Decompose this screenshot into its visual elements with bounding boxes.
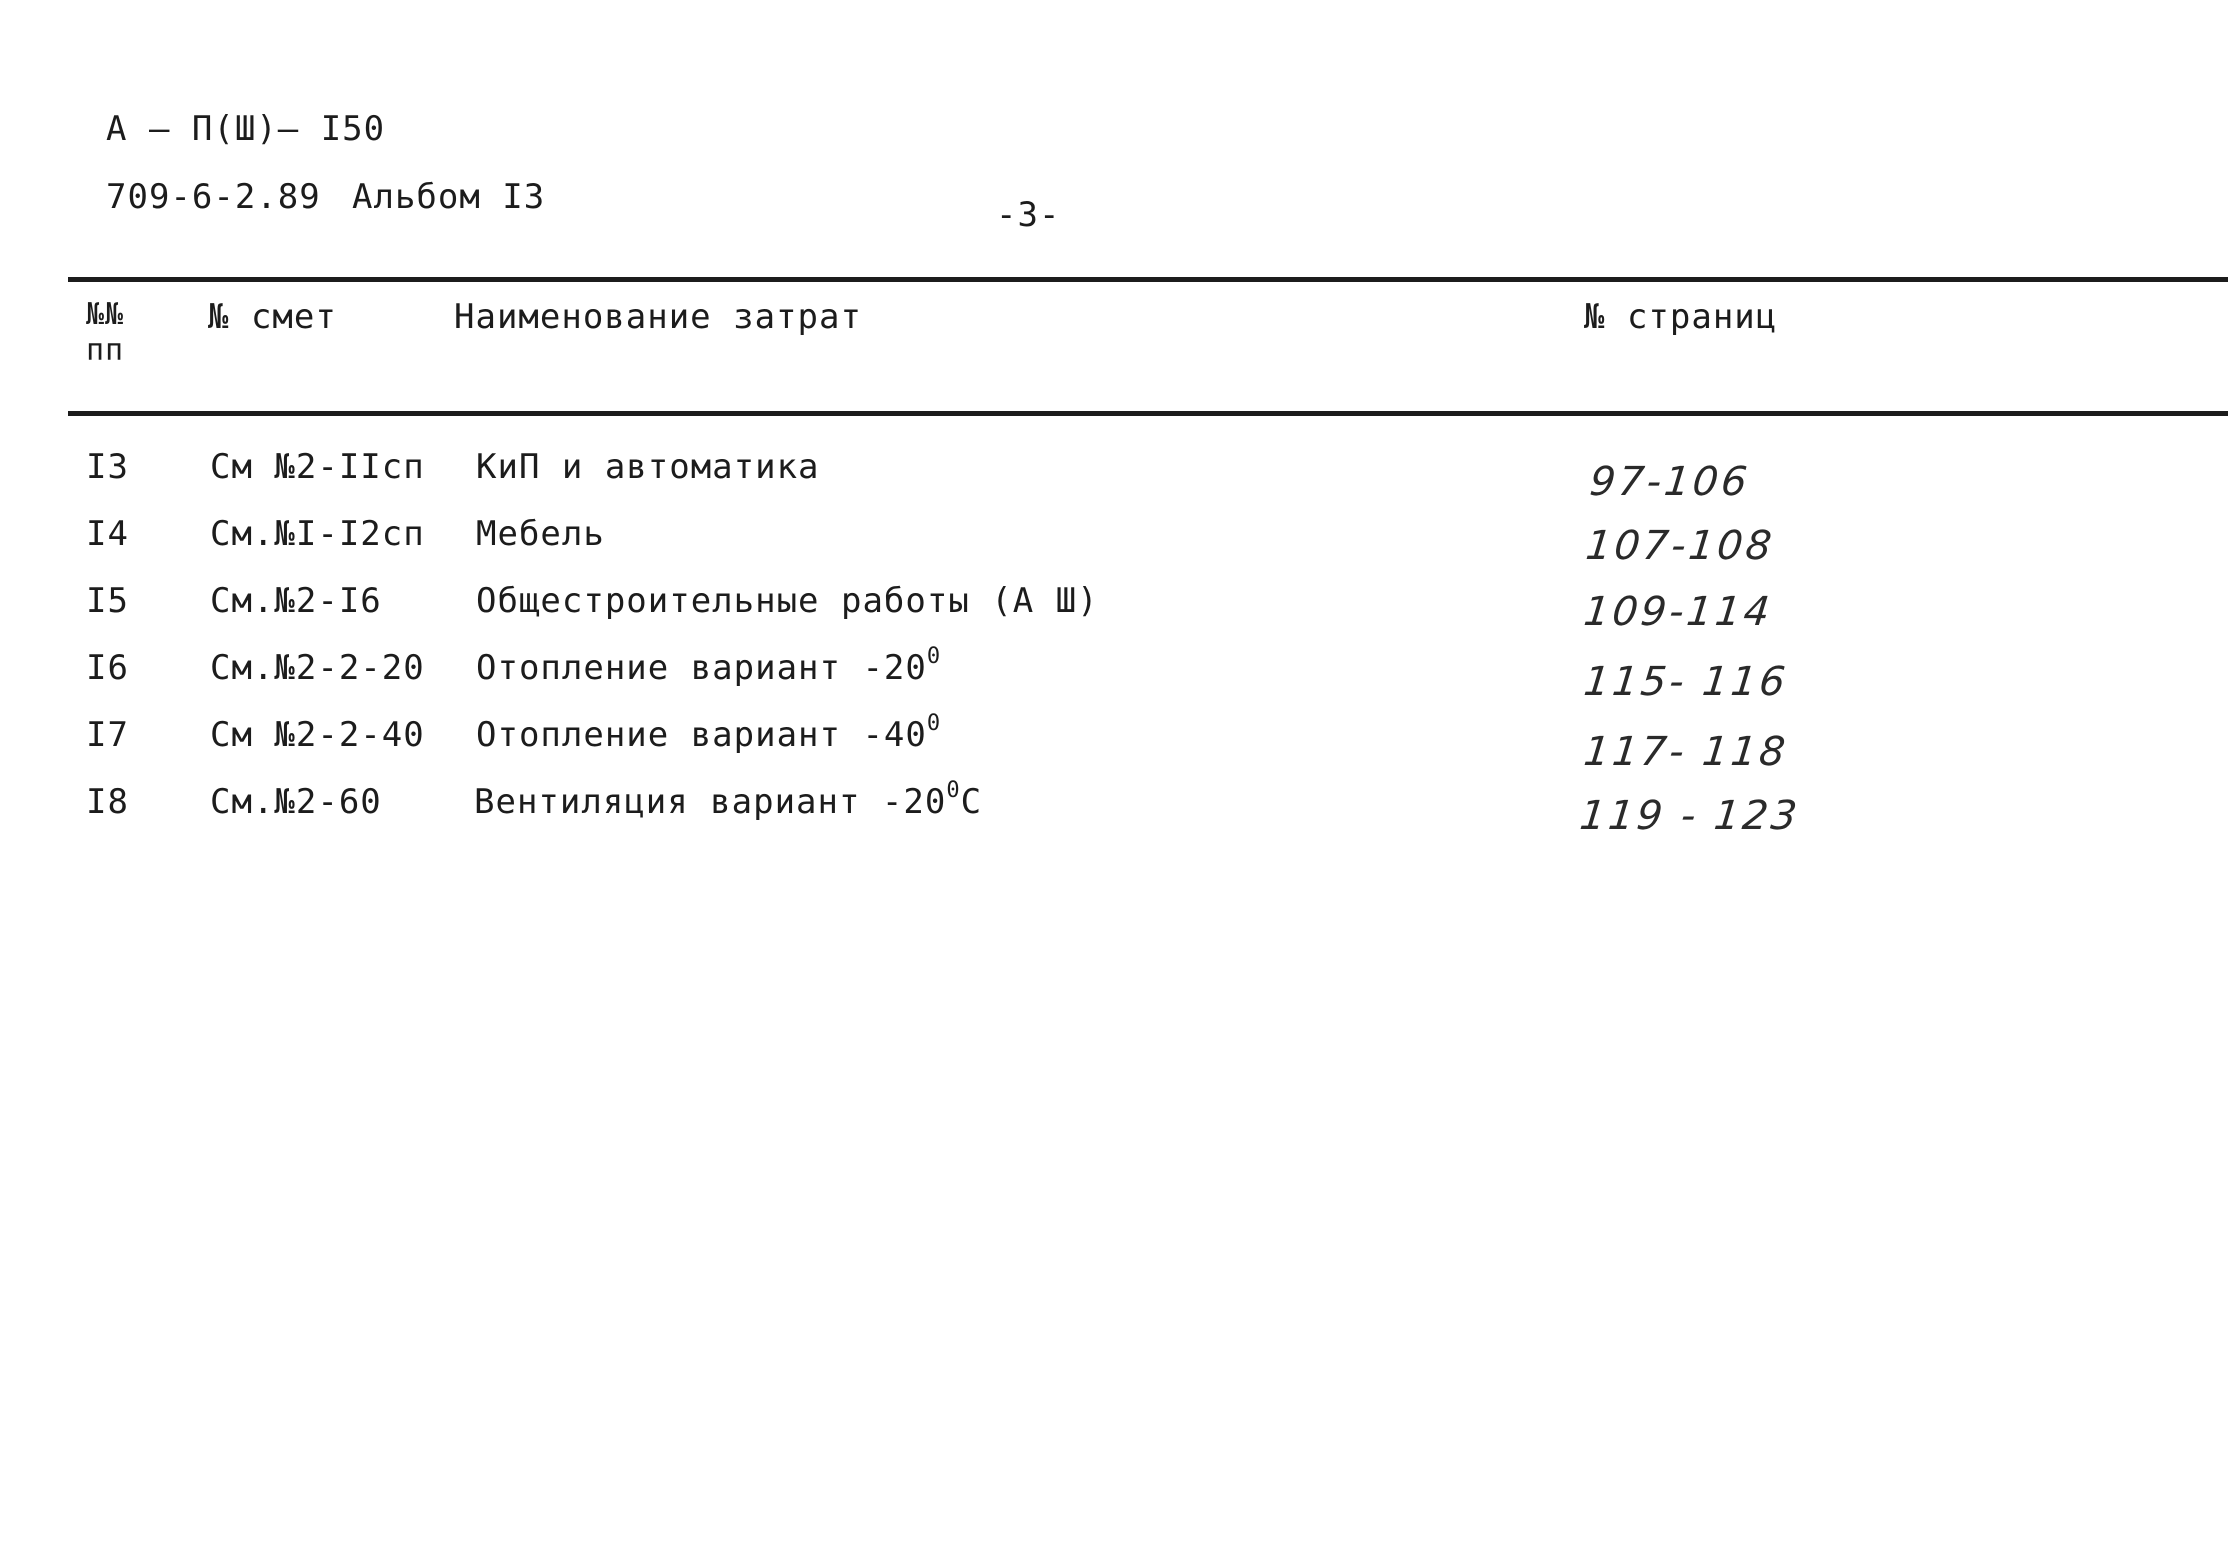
- row-pages: 119 - 123: [1577, 793, 1802, 839]
- row-number: I3: [86, 447, 129, 487]
- row-name: Общестроительные работы (А Ш): [476, 581, 1099, 621]
- row-estimate: См.№2-2-20: [210, 648, 425, 688]
- col-header-pages: № страниц: [1584, 297, 1778, 337]
- col-header-no-line1: №№: [86, 297, 125, 332]
- row-pages: 109-114: [1581, 589, 1775, 635]
- document-designation: А – П(Ш)– I50: [106, 109, 386, 149]
- project-code: 709-6-2.89: [106, 177, 321, 217]
- row-pages: 107-108: [1583, 523, 1777, 569]
- row-name: Отопление вариант $-20^0$: [476, 644, 942, 688]
- table-header-rule: [68, 411, 2228, 416]
- col-header-estimate: № смет: [208, 297, 337, 337]
- row-pages: 115- 116: [1581, 659, 1791, 705]
- table-top-rule: [68, 277, 2228, 282]
- row-pages: 97-106: [1587, 459, 1753, 505]
- row-name: Мебель: [476, 514, 605, 554]
- album-label: Альбом I3: [352, 177, 546, 217]
- row-pages: 117- 118: [1581, 729, 1791, 775]
- page-number: -3-: [996, 195, 1061, 235]
- row-number: I5: [86, 581, 129, 621]
- row-number: I6: [86, 648, 129, 688]
- row-name: КиП и автоматика: [476, 447, 820, 487]
- col-header-name: Наименование затрат: [454, 297, 862, 337]
- row-estimate: См.№2-60: [210, 782, 382, 822]
- row-estimate: См №2-IIсп: [210, 447, 425, 487]
- row-number: I4: [86, 514, 129, 554]
- row-name: Вентиляция вариант $-20^0С$: [474, 778, 983, 822]
- row-estimate: См №2-2-40: [210, 715, 425, 755]
- row-number: I7: [86, 715, 129, 755]
- row-estimate: См.№2-I6: [210, 581, 382, 621]
- row-number: I8: [86, 782, 129, 822]
- row-name: Отопление вариант $-40^0$: [476, 711, 942, 755]
- col-header-no-line2: пп: [86, 333, 125, 368]
- row-estimate: См.№I-I2сп: [210, 514, 425, 554]
